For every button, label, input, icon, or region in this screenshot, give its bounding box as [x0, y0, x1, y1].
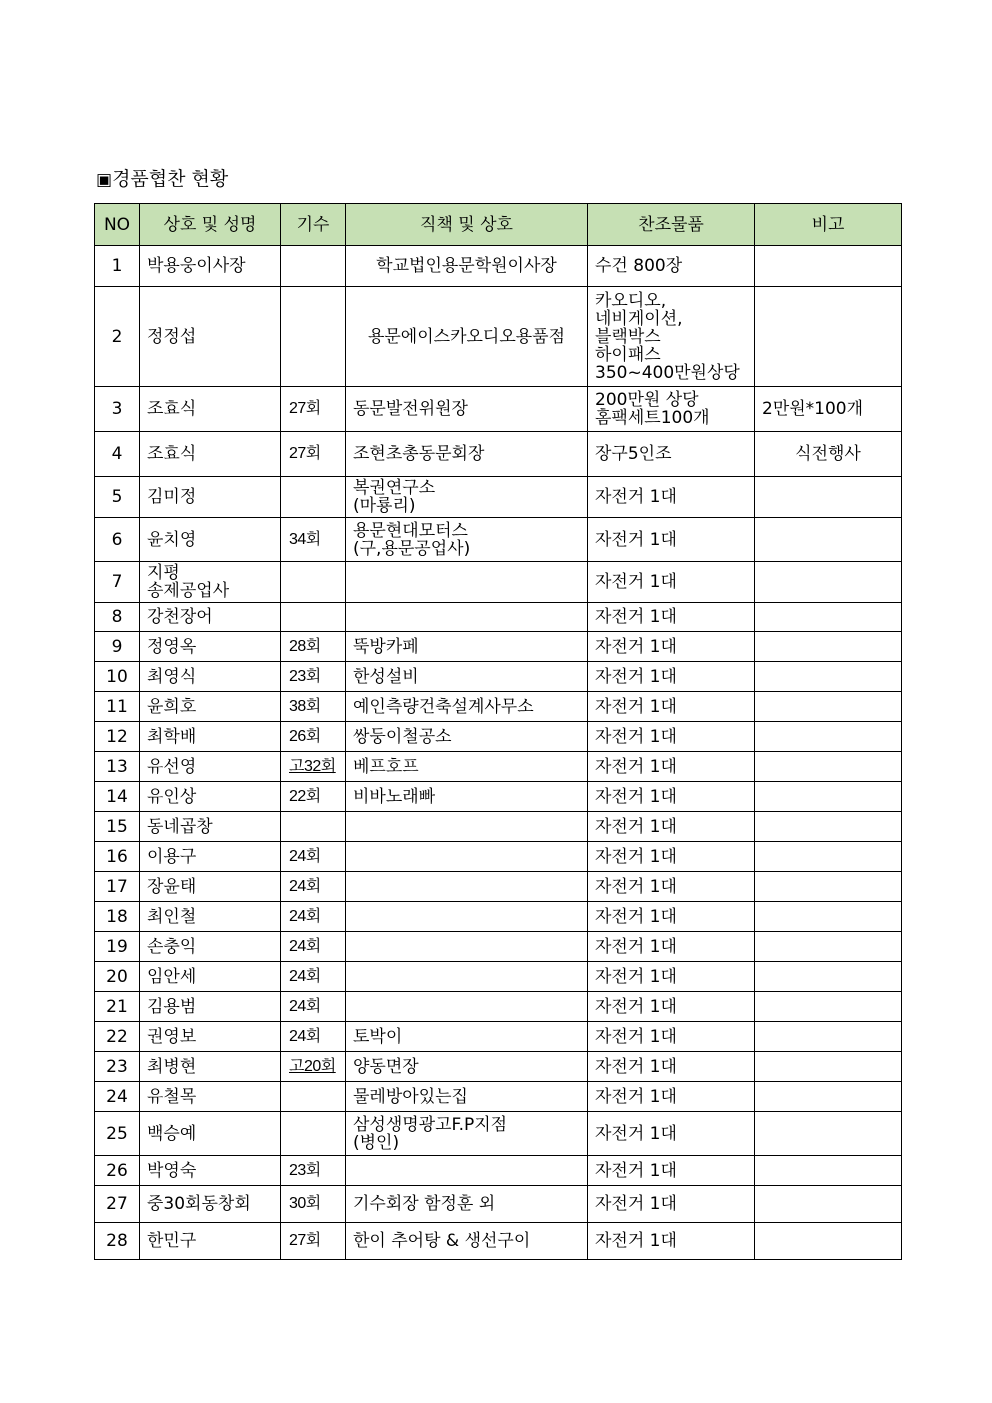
- cell-no: 14: [95, 782, 140, 812]
- table-row: [95, 992, 902, 1022]
- cell-position: 한이 추어탕 & 생선구이: [346, 1223, 588, 1260]
- table-row: [95, 692, 902, 722]
- cell-generation: 27회: [281, 1223, 346, 1260]
- table-row: [95, 842, 902, 872]
- cell-position: [346, 872, 588, 902]
- cell-generation: [281, 1082, 346, 1112]
- cell-no: 10: [95, 662, 140, 692]
- cell-no: 28: [95, 1223, 140, 1260]
- cell-name: 동네곱창: [140, 812, 281, 842]
- cell-name: 유선영: [140, 752, 281, 782]
- cell-no: 21: [95, 992, 140, 1022]
- cell-generation: 23회: [281, 662, 346, 692]
- cell-item: 자전거 1대: [588, 1223, 755, 1260]
- cell-generation: [281, 1052, 346, 1082]
- cell-name: 조효식: [140, 432, 281, 477]
- cell-note: [755, 902, 902, 932]
- header-name: 상호 및 성명: [140, 204, 281, 246]
- cell-no: 19: [95, 932, 140, 962]
- cell-item: 자전거 1대: [588, 1022, 755, 1052]
- cell-generation: [281, 1112, 346, 1156]
- cell-name: 김미정: [140, 477, 281, 518]
- cell-item: 200만원 상당 홈팩세트100개: [588, 387, 755, 432]
- cell-note: [755, 246, 902, 287]
- cell-no: 23: [95, 1052, 140, 1082]
- cell-item: 자전거 1대: [588, 1052, 755, 1082]
- cell-position: [346, 962, 588, 992]
- cell-position: 복권연구소 (마룡리): [346, 477, 588, 518]
- cell-position: 예인측량건축설계사무소: [346, 692, 588, 722]
- cell-position: [346, 932, 588, 962]
- cell-note: [755, 1112, 902, 1156]
- cell-item: 자전거 1대: [588, 1112, 755, 1156]
- cell-name: 장윤태: [140, 872, 281, 902]
- cell-generation: 27회: [281, 387, 346, 432]
- cell-note: [755, 1156, 902, 1186]
- cell-item: 자전거 1대: [588, 872, 755, 902]
- cell-item: 자전거 1대: [588, 603, 755, 632]
- table-row: [95, 432, 902, 477]
- cell-no: 26: [95, 1156, 140, 1186]
- cell-position: 양동면장: [346, 1052, 588, 1082]
- cell-name: 이용구: [140, 842, 281, 872]
- cell-position: 뚝방카페: [346, 632, 588, 662]
- cell-position: 한성설비: [346, 662, 588, 692]
- cell-item: 자전거 1대: [588, 722, 755, 752]
- cell-name: 정영옥: [140, 632, 281, 662]
- cell-item: 장구5인조: [588, 432, 755, 477]
- cell-position: [346, 902, 588, 932]
- table-row: [95, 812, 902, 842]
- table-row: [95, 387, 902, 432]
- header-position: 직책 및 상호: [346, 204, 588, 246]
- cell-generation: 24회: [281, 872, 346, 902]
- cell-no: 7: [95, 562, 140, 603]
- cell-name: 윤치영: [140, 518, 281, 562]
- cell-item: 자전거 1대: [588, 992, 755, 1022]
- cell-note: 식전행사: [755, 432, 902, 477]
- table-row: [95, 562, 902, 603]
- cell-item: 자전거 1대: [588, 752, 755, 782]
- table-row: [95, 1082, 902, 1112]
- cell-no: 6: [95, 518, 140, 562]
- cell-name: 강천장어: [140, 603, 281, 632]
- cell-position: 학교법인용문학원이사장: [346, 246, 588, 287]
- cell-generation: 38회: [281, 692, 346, 722]
- cell-item: 자전거 1대: [588, 662, 755, 692]
- cell-position: 동문발전위원장: [346, 387, 588, 432]
- cell-note: [755, 692, 902, 722]
- cell-note: [755, 1022, 902, 1052]
- cell-generation: [281, 477, 346, 518]
- table-row: [95, 1156, 902, 1186]
- cell-generation: 24회: [281, 902, 346, 932]
- cell-no: 1: [95, 246, 140, 287]
- cell-item: 자전거 1대: [588, 692, 755, 722]
- cell-generation: 34회: [281, 518, 346, 562]
- cell-no: 24: [95, 1082, 140, 1112]
- cell-no: 12: [95, 722, 140, 752]
- cell-name: 최병현: [140, 1052, 281, 1082]
- cell-name: 지평 송제공업사: [140, 562, 281, 603]
- cell-name: 김용범: [140, 992, 281, 1022]
- cell-item: 자전거 1대: [588, 962, 755, 992]
- cell-name: 한민구: [140, 1223, 281, 1260]
- cell-no: 22: [95, 1022, 140, 1052]
- cell-note: [755, 1082, 902, 1112]
- cell-generation: [281, 562, 346, 603]
- cell-name: 최영식: [140, 662, 281, 692]
- cell-generation: 30회: [281, 1186, 346, 1223]
- cell-name: 유철목: [140, 1082, 281, 1112]
- cell-no: 2: [95, 287, 140, 387]
- cell-position: 기수회장 함정훈 외: [346, 1186, 588, 1223]
- cell-name: 최학배: [140, 722, 281, 752]
- cell-generation: [281, 603, 346, 632]
- cell-note: [755, 752, 902, 782]
- table-row: [95, 1223, 902, 1260]
- cell-position: [346, 842, 588, 872]
- cell-generation: 27회: [281, 432, 346, 477]
- cell-generation: 24회: [281, 992, 346, 1022]
- cell-position: 용문현대모터스 (구,용문공업사): [346, 518, 588, 562]
- cell-no: 4: [95, 432, 140, 477]
- cell-position: 삼성생명광고F.P지점 (병인): [346, 1112, 588, 1156]
- table-row: [95, 477, 902, 518]
- cell-no: 8: [95, 603, 140, 632]
- cell-no: 16: [95, 842, 140, 872]
- cell-name: 권영보: [140, 1022, 281, 1052]
- cell-no: 5: [95, 477, 140, 518]
- cell-no: 13: [95, 752, 140, 782]
- cell-position: 토박이: [346, 1022, 588, 1052]
- cell-note: [755, 287, 902, 387]
- cell-no: 9: [95, 632, 140, 662]
- sponsorship-table: [94, 203, 902, 1260]
- cell-no: 18: [95, 902, 140, 932]
- cell-generation: 23회: [281, 1156, 346, 1186]
- table-row: [95, 518, 902, 562]
- cell-generation: [281, 287, 346, 387]
- cell-item: 자전거 1대: [588, 632, 755, 662]
- cell-position: [346, 603, 588, 632]
- table-body: [95, 246, 902, 1260]
- cell-position: 조현초총동문회장: [346, 432, 588, 477]
- cell-position: 베프호프: [346, 752, 588, 782]
- cell-note: [755, 477, 902, 518]
- table-row: [95, 287, 902, 387]
- cell-generation: 26회: [281, 722, 346, 752]
- cell-note: [755, 1186, 902, 1223]
- table-row: [95, 782, 902, 812]
- cell-generation: 24회: [281, 1022, 346, 1052]
- cell-generation: [281, 812, 346, 842]
- table-row: [95, 752, 902, 782]
- cell-no: 15: [95, 812, 140, 842]
- cell-generation: 22회: [281, 782, 346, 812]
- square-marker-icon: ▣: [96, 170, 113, 190]
- page-title: [96, 166, 228, 193]
- cell-position: 물레방아있는집: [346, 1082, 588, 1112]
- cell-name: 백승예: [140, 1112, 281, 1156]
- table-row: [95, 962, 902, 992]
- cell-item: 자전거 1대: [588, 842, 755, 872]
- cell-note: [755, 632, 902, 662]
- cell-no: 20: [95, 962, 140, 992]
- cell-item: 자전거 1대: [588, 1156, 755, 1186]
- cell-item: 자전거 1대: [588, 932, 755, 962]
- cell-note: [755, 782, 902, 812]
- cell-name: 손충익: [140, 932, 281, 962]
- cell-no: 25: [95, 1112, 140, 1156]
- table-row: [95, 662, 902, 692]
- cell-note: [755, 992, 902, 1022]
- table-row: [95, 722, 902, 752]
- table-row: [95, 1186, 902, 1223]
- cell-name: 중30회동창회: [140, 1186, 281, 1223]
- page-title-text: 경품협찬 현황: [112, 168, 229, 190]
- cell-no: 27: [95, 1186, 140, 1223]
- cell-name: 임안세: [140, 962, 281, 992]
- cell-generation: [281, 752, 346, 782]
- cell-item: 자전거 1대: [588, 518, 755, 562]
- cell-position: [346, 562, 588, 603]
- cell-note: [755, 603, 902, 632]
- table-row: [95, 932, 902, 962]
- table-row: [95, 603, 902, 632]
- cell-note: [755, 962, 902, 992]
- cell-name: 윤희호: [140, 692, 281, 722]
- cell-note: [755, 662, 902, 692]
- cell-note: [755, 812, 902, 842]
- header-item: 찬조물품: [588, 204, 755, 246]
- cell-position: 비바노래빠: [346, 782, 588, 812]
- cell-note: [755, 932, 902, 962]
- cell-generation: 24회: [281, 962, 346, 992]
- cell-position: [346, 812, 588, 842]
- header-generation: 기수: [281, 204, 346, 246]
- cell-name: 조효식: [140, 387, 281, 432]
- cell-no: 3: [95, 387, 140, 432]
- table-row: [95, 1112, 902, 1156]
- cell-no: 11: [95, 692, 140, 722]
- cell-generation-text: 고32회: [289, 757, 336, 775]
- cell-item: 자전거 1대: [588, 902, 755, 932]
- cell-note: [755, 562, 902, 603]
- cell-note: [755, 842, 902, 872]
- cell-note: [755, 1052, 902, 1082]
- cell-generation: 24회: [281, 932, 346, 962]
- cell-note: [755, 1223, 902, 1260]
- table-row: [95, 902, 902, 932]
- cell-item: 자전거 1대: [588, 477, 755, 518]
- table-row: [95, 1052, 902, 1082]
- cell-note: 2만원*100개: [755, 387, 902, 432]
- cell-position: 용문에이스카오디오용품점: [346, 287, 588, 387]
- header-note: 비고: [755, 204, 902, 246]
- cell-position: [346, 1156, 588, 1186]
- cell-item: 수건 800장: [588, 246, 755, 287]
- cell-name: 박용웅이사장: [140, 246, 281, 287]
- cell-name: 박영숙: [140, 1156, 281, 1186]
- cell-note: [755, 518, 902, 562]
- cell-generation: [281, 246, 346, 287]
- cell-item: 자전거 1대: [588, 1186, 755, 1223]
- cell-item: 카오디오, 네비게이션, 블랙박스 하이패스 350~400만원상당: [588, 287, 755, 387]
- table-row: [95, 872, 902, 902]
- cell-note: [755, 722, 902, 752]
- cell-no: 17: [95, 872, 140, 902]
- cell-name: 정정섭: [140, 287, 281, 387]
- cell-note: [755, 872, 902, 902]
- cell-item: 자전거 1대: [588, 562, 755, 603]
- cell-generation: 24회: [281, 842, 346, 872]
- table-row: [95, 632, 902, 662]
- cell-item: 자전거 1대: [588, 812, 755, 842]
- cell-generation-text: 고20회: [289, 1057, 336, 1075]
- table-header-row: [95, 204, 902, 246]
- cell-name: 유인상: [140, 782, 281, 812]
- cell-generation: 28회: [281, 632, 346, 662]
- table-row: [95, 1022, 902, 1052]
- cell-name: 최인철: [140, 902, 281, 932]
- header-no: NO: [95, 204, 140, 246]
- cell-item: 자전거 1대: [588, 1082, 755, 1112]
- cell-position: [346, 992, 588, 1022]
- cell-position: 쌍둥이철공소: [346, 722, 588, 752]
- table-row: [95, 246, 902, 287]
- cell-item: 자전거 1대: [588, 782, 755, 812]
